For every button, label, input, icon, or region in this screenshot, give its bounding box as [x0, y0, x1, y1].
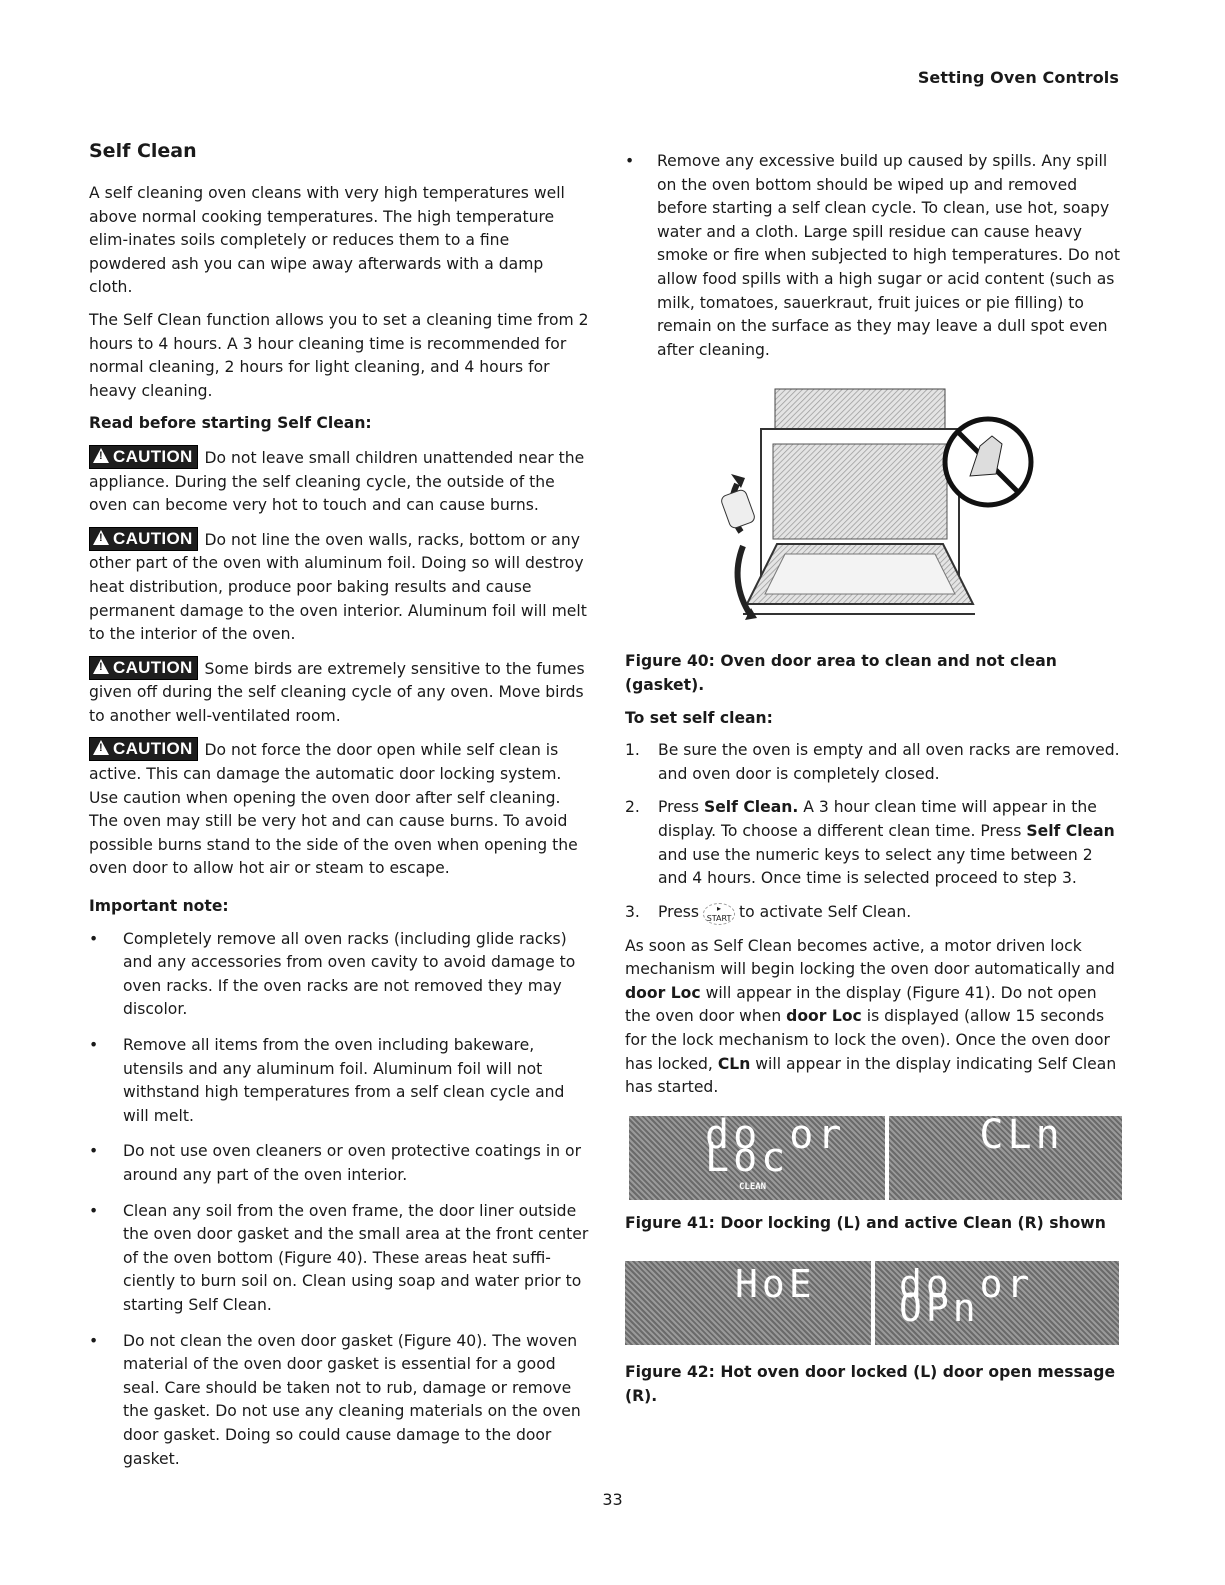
- spill-list: [625, 150, 1122, 362]
- read-before-heading: Read before starting Self Clean:: [89, 414, 372, 433]
- intro-paragraph-1: A self cleaning oven cleans with very high temperatures well above normal cooking temperatures. The high temperature elim-inates soils completely or reduces them to a fine powdered ash you can wipe away afterwards with a damp cloth.: [89, 184, 565, 297]
- steps-list: [625, 739, 1122, 925]
- lcd-door-loc: do or Loc CLEAN: [629, 1116, 885, 1200]
- page-header: Setting Oven Controls: [917, 68, 1119, 87]
- figure-42-displays: [625, 1261, 1122, 1345]
- caution-badge: ! CAUTION: [89, 656, 198, 680]
- warning-icon: !: [93, 740, 109, 755]
- intro-paragraph-2: The Self Clean function allows you to set a cleaning time from 2 hours to 4 hours. A 3 hour cleaning time is recommended for normal cleaning, 2 hours for light cleaning, and 4 hours for heavy cleaning.: [89, 310, 589, 400]
- warning-icon: !: [93, 659, 109, 674]
- page-number: 33: [602, 1490, 623, 1509]
- figure-41-displays: [629, 1111, 1122, 1200]
- left-column: [89, 138, 589, 1483]
- caution-paragraph-4: ! CAUTION Do not force the door open while self clean is active. This can damage the automatic door locking system. Use caution when opening the oven door after self cleaning. The oven may still be very hot and can cause burns. To avoid possible burns stand to the side of the oven when opening the oven door to allow hot air or steam to escape.: [89, 739, 578, 878]
- list-item: • Completely remove all oven racks (including glide racks) and any accessories from oven cavity to avoid damage to oven racks. If the oven racks are not removed they may discolor.: [89, 929, 576, 1019]
- to-set-heading: To set self clean:: [625, 708, 773, 727]
- figure-42-caption: Figure 42: Hot oven door locked (L) door open message (R).: [625, 1363, 1116, 1406]
- lcd-door-open: do or OPn: [875, 1261, 1119, 1345]
- list-item: • Remove any excessive build up caused by spills. Any spill on the oven bottom should be wiped up and removed before starting a self clean cycle. To clean, use hot, soapy water and a cloth. Large spill residue can cause heavy smoke or fire when subjected to high temperatures. Do not allow food spills with a high sugar or acid content (such as milk, tomatoes, sauerkraut, fruit juices or pie filling) to remain on the surface as they may leave a dull spot even after cleaning.: [625, 152, 1120, 359]
- caution-paragraph-3: ! CAUTION Some birds are extremely sensitive to the fumes given off during the self cleaning cycle of any oven. Move birds to another well-ventilated room.: [89, 657, 585, 725]
- figure-40-caption: Figure 40: Oven door area to clean and not clean (gasket).: [625, 652, 1057, 694]
- important-note-list: [89, 928, 589, 1471]
- step-3: 3. Press ▸ START to activate Self Clean.: [625, 902, 912, 923]
- list-item: • Do not clean the oven door gasket (Figure 40). The woven material of the oven door gasket is essential for a good seal. Care should be taken not to rub, damage or remove the gasket. Do not use any cleaning materials on the oven door gasket. Doing so could cause damage to the door gasket.: [89, 1331, 581, 1468]
- step-2: 2. Press Self Clean. A 3 hour clean time will appear in the display. To choose a different clean time. Press Self Clean and use the numeric keys to select any time between 2 and 4 hours. Once time is selected proceed to step 3.: [625, 798, 1115, 888]
- important-note-heading: Important note:: [89, 897, 229, 916]
- oven-illustration: [625, 374, 1122, 636]
- figure-40-oven-image: [625, 374, 1122, 636]
- caution-badge: ! CAUTION: [89, 527, 198, 551]
- right-column: [625, 150, 1122, 1418]
- start-button-icon: ▸ START: [703, 903, 735, 925]
- lcd-hot: HoE: [625, 1261, 871, 1345]
- lcd-cln: CLn: [889, 1116, 1122, 1200]
- list-item: • Remove all items from the oven including bakeware, utensils and any aluminum foil. Aluminum foil will not withstand high temperatures from a self clean cycle and will melt.: [89, 1036, 565, 1125]
- caution-paragraph-1: ! CAUTION Do not leave small children unattended near the appliance. During the self cleaning cycle, the outside of the oven can become very hot to touch and can cause burns.: [89, 446, 585, 515]
- figure-41-caption: Figure 41: Door locking (L) and active Clean (R) shown: [625, 1213, 1106, 1232]
- caution-badge: ! CAUTION: [89, 737, 198, 761]
- warning-icon: !: [93, 448, 109, 463]
- caution-paragraph-2: ! CAUTION Do not line the oven walls, racks, bottom or any other part of the oven with aluminum foil. Doing so will destroy heat distribution, produce poor baking results and cause permanent damage to the oven interior. Aluminum foil will melt to the interior of the oven.: [89, 528, 587, 644]
- caution-badge: ! CAUTION: [89, 445, 198, 469]
- lock-paragraph: As soon as Self Clean becomes active, a motor driven lock mechanism will begin locking the oven door automatically and door Loc will appear in the display (Figure 41). Do not open the oven door when door Loc is displayed (allow 15 seconds for the lock mechanism to lock the oven). Once the oven door has locked, CLn will appear in the display indicating Self Clean has started.: [625, 936, 1117, 1097]
- list-item: • Clean any soil from the oven frame, the door liner outside the oven door gasket and the small area at the front center of the oven bottom (Figure 40). These areas heat suffi-ciently to burn soil on. Clean using soap and water prior to starting Self Clean.: [89, 1201, 589, 1314]
- step-1: 1. Be sure the oven is empty and all oven racks are removed. and oven door is completely closed.: [625, 741, 1120, 783]
- list-item: • Do not use oven cleaners or oven protective coatings in or around any part of the oven interior.: [89, 1142, 582, 1184]
- warning-icon: !: [93, 530, 109, 545]
- section-heading: Self Clean: [89, 140, 197, 162]
